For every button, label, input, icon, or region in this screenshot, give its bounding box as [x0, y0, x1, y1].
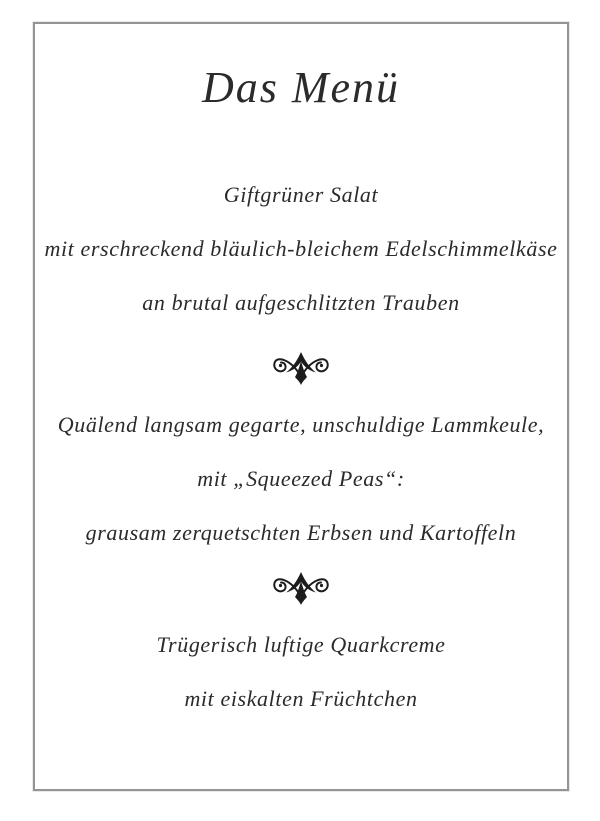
menu-card [33, 22, 569, 791]
course-line: Giftgrüner Salat [223, 182, 379, 207]
course-line: mit erschreckend bläulich-bleichem Edelschimmelkäse [44, 236, 558, 261]
course-line: mit eiskalten Früchtchen [184, 686, 418, 711]
course-line: Quälend langsam gegarte, unschuldige Lammkeule, [57, 412, 545, 437]
course-main [35, 398, 567, 560]
menu-title: Das Menü [201, 63, 401, 112]
course-starter [35, 168, 567, 330]
fleuron-ornament-icon [268, 348, 334, 388]
course-divider [35, 570, 567, 606]
course-dessert [35, 618, 567, 726]
fleuron-ornament-icon [268, 568, 334, 608]
course-line: mit „Squeezed Peas“: [197, 466, 405, 491]
course-line: grausam zerquetschten Erbsen und Kartoffeln [85, 520, 517, 545]
course-line: Trügerisch luftige Quarkcreme [156, 632, 446, 657]
course-line: an brutal aufgeschlitzten Trauben [142, 290, 460, 315]
course-divider [35, 350, 567, 386]
